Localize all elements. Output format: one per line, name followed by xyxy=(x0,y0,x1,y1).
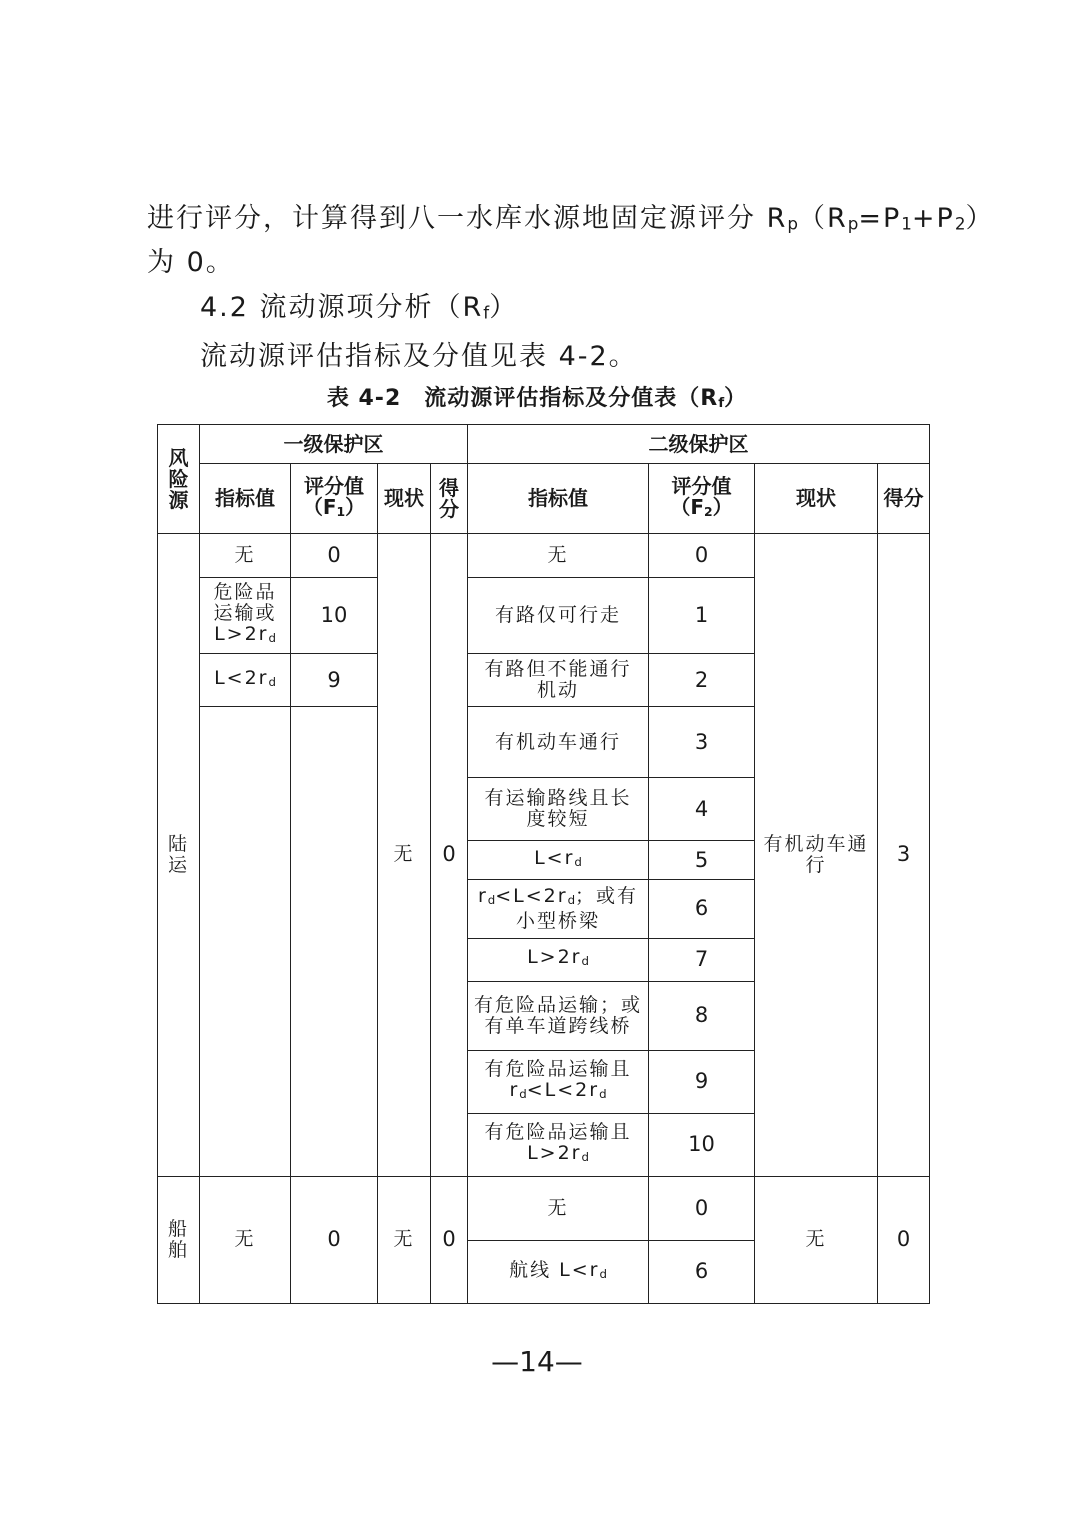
zone2-indicator: $L<r_d$ xyxy=(468,841,649,880)
zone2-value: 4 xyxy=(649,778,755,841)
zone2-indicator: $r_d<L<2r_d$；或有 小型桥梁 xyxy=(468,880,649,938)
zone2-value: 9 xyxy=(649,1050,755,1113)
zone1-indicator: $L<2r_d$ xyxy=(200,654,291,707)
zone2-value: 3 xyxy=(649,707,755,778)
ship-zone2-status: 无 xyxy=(755,1176,878,1303)
section-heading: 4.2 流动源项分析$(R_f)$ xyxy=(200,292,519,323)
header-status-1: 现状 xyxy=(378,464,431,534)
zone2-value: 0 xyxy=(649,534,755,578)
zone1-score: 0 xyxy=(431,534,468,1177)
zone2-indicator: 有路仅可行走 xyxy=(468,578,649,654)
header-score-2: 得分 xyxy=(878,464,930,534)
zone1-value: 10 xyxy=(291,578,378,654)
zone1-indicator-empty xyxy=(200,707,291,1176)
ship-zone2-indicator: 无 xyxy=(468,1176,649,1240)
zone2-value: 7 xyxy=(649,938,755,981)
header-indicator-2: 指标值 xyxy=(468,464,649,534)
zone1-value: 9 xyxy=(291,654,378,707)
zone2-indicator: 有运输路线且长 度较短 xyxy=(468,778,649,841)
header-score-f1: 评分值 $(F_1)$ xyxy=(291,464,378,534)
ship-zone2-score: 0 xyxy=(878,1176,930,1303)
zone1-value-empty xyxy=(291,707,378,1176)
zone2-value: 6 xyxy=(649,880,755,938)
zone1-value: 0 xyxy=(291,534,378,578)
zone1-indicator: 无 xyxy=(200,534,291,578)
header-score-f2: 评分值 $(F_2)$ xyxy=(649,464,755,534)
header-risk-source: 风险源 xyxy=(158,425,200,534)
header-indicator-1: 指标值 xyxy=(200,464,291,534)
header-zone1: 一级保护区 xyxy=(200,425,468,464)
ship-zone1-indicator: 无 xyxy=(200,1176,291,1303)
zone1-indicator: 危险品 运输或 $L>2r_d$ xyxy=(200,578,291,654)
zone2-indicator: $L>2r_d$ xyxy=(468,938,649,981)
zone2-score: 3 xyxy=(878,534,930,1177)
zone2-indicator: 无 xyxy=(468,534,649,578)
intro-text: 流动源评估指标及分值见表 4-2。 xyxy=(200,341,638,372)
zone2-indicator: 有机动车通行 xyxy=(468,707,649,778)
mobile-source-table xyxy=(157,424,930,1304)
ship-zone1-value: 0 xyxy=(291,1176,378,1303)
paragraph-line-1: 进行评分，计算得到八一水库水源地固定源评分 $R_p(R_p=P_1+P_2)$ xyxy=(147,203,995,234)
header-zone2: 二级保护区 xyxy=(468,425,930,464)
zone2-status: 有机动车通行 xyxy=(755,534,878,1177)
risk-source-ship: 船舶 xyxy=(158,1176,200,1303)
zone2-value: 1 xyxy=(649,578,755,654)
ship-zone1-status: 无 xyxy=(378,1176,431,1303)
ship-zone2-value: 0 xyxy=(649,1176,755,1240)
page-number: —14— xyxy=(491,1345,583,1378)
risk-source-land: 陆运 xyxy=(158,534,200,1177)
ship-zone2-indicator: 航线 $L<r_d$ xyxy=(468,1240,649,1303)
zone2-value: 2 xyxy=(649,654,755,707)
zone2-value: 10 xyxy=(649,1113,755,1176)
header-score-1: 得分 xyxy=(431,464,468,534)
header-status-2: 现状 xyxy=(755,464,878,534)
paragraph-line-2: 为 0。 xyxy=(147,247,235,278)
zone2-indicator: 有危险品运输；或 有单车道跨线桥 xyxy=(468,981,649,1050)
zone2-indicator: 有危险品运输且 $L>2r_d$ xyxy=(468,1113,649,1176)
ship-zone1-score: 0 xyxy=(431,1176,468,1303)
zone2-value: 5 xyxy=(649,841,755,880)
zone2-indicator: 有危险品运输且 $r_d<L<2r_d$ xyxy=(468,1050,649,1113)
zone1-status: 无 xyxy=(378,534,431,1177)
zone2-indicator: 有路但不能通行 机动 xyxy=(468,654,649,707)
zone2-value: 8 xyxy=(649,981,755,1050)
table-caption: 表 4-2 流动源评估指标及分值表$(R_f)$ xyxy=(326,386,748,412)
ship-zone2-value: 6 xyxy=(649,1240,755,1303)
